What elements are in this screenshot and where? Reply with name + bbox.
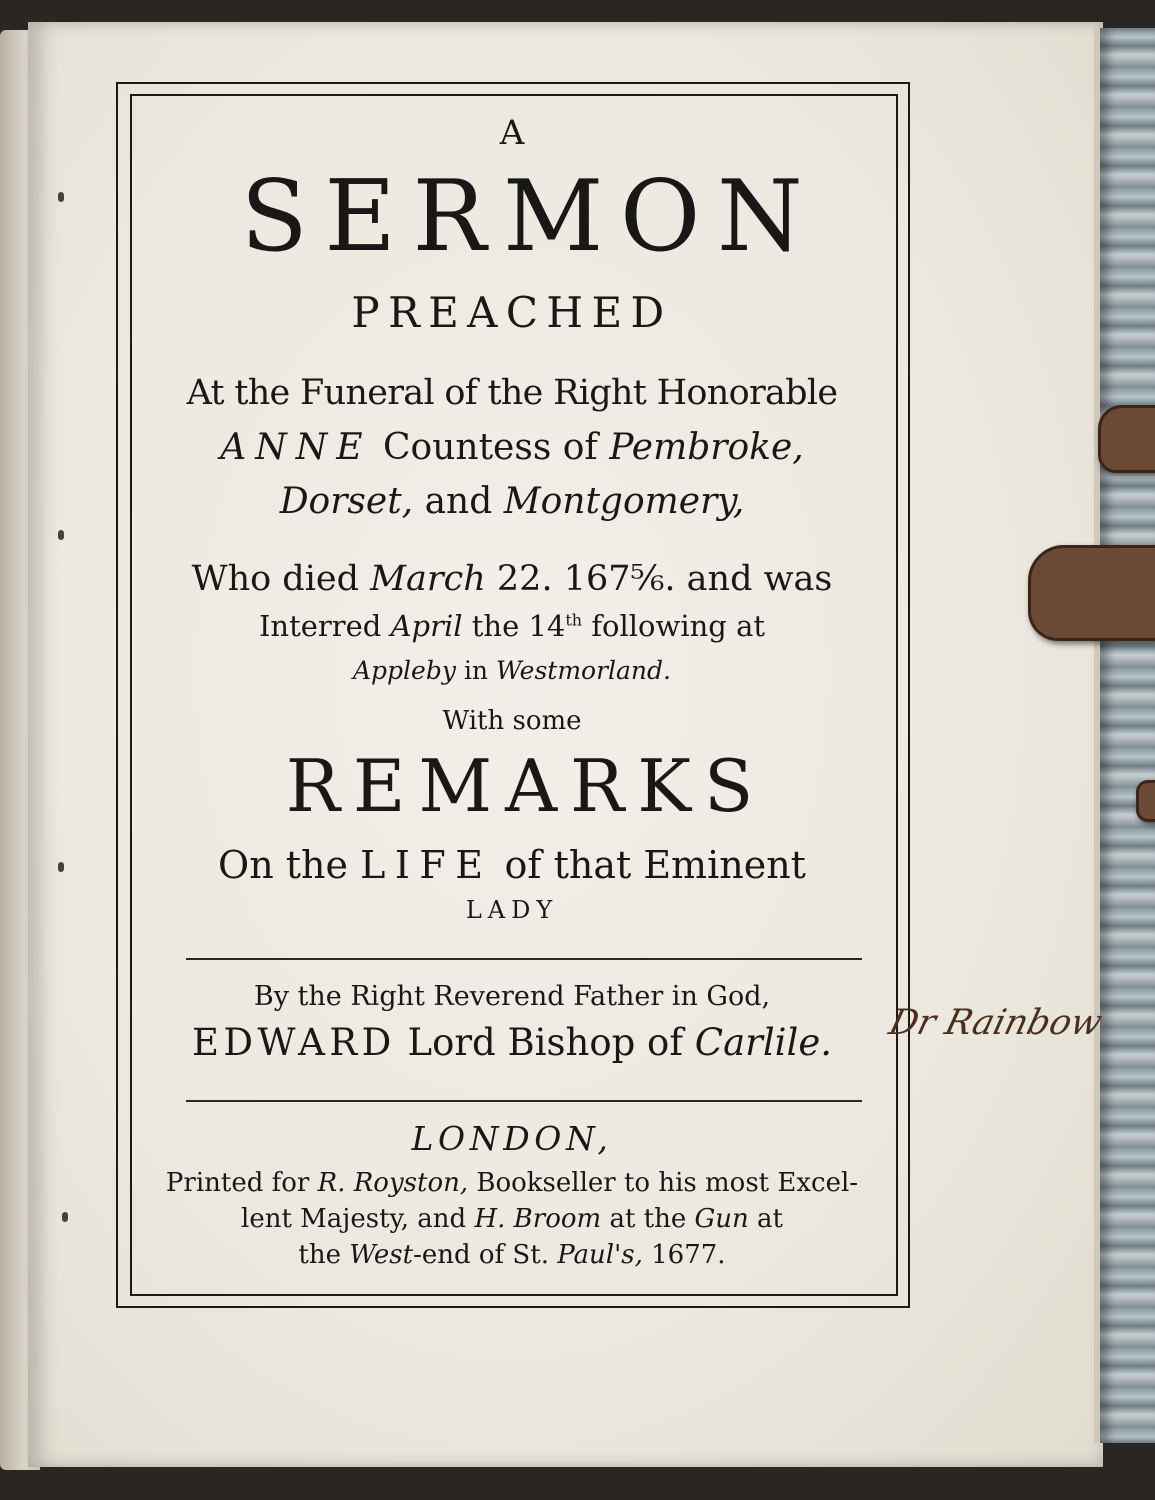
of-that-eminent: of that Eminent bbox=[504, 843, 806, 887]
title-dorset-line bbox=[130, 481, 894, 522]
place-line bbox=[130, 658, 894, 683]
author-edward: EDWARD bbox=[191, 1021, 396, 1064]
title-sermon: SERMON bbox=[240, 160, 820, 274]
imprint-city bbox=[130, 1119, 894, 1158]
interment-line bbox=[130, 609, 894, 643]
imprint-text: the bbox=[298, 1240, 342, 1270]
imprint-line-1 bbox=[130, 1170, 894, 1196]
imprint-year: 1677. bbox=[651, 1240, 726, 1270]
title-anne-line bbox=[130, 427, 894, 468]
imprint-text: lent Majesty, and bbox=[241, 1204, 467, 1234]
death-line bbox=[130, 559, 894, 599]
place-pauls: Paul's, bbox=[557, 1240, 643, 1270]
divider-rule bbox=[186, 1100, 862, 1102]
book-clasp-upper bbox=[1098, 405, 1155, 473]
imprint-line-3 bbox=[130, 1242, 894, 1268]
marbled-page-edges bbox=[1100, 28, 1155, 1443]
with-some: With some bbox=[442, 706, 582, 736]
month-april: April bbox=[390, 609, 463, 643]
binding-pin bbox=[58, 192, 64, 202]
title-preached: PREACHED bbox=[351, 288, 673, 337]
book-clasp-lower bbox=[1136, 780, 1155, 822]
printer-broom: H. Broom bbox=[474, 1204, 602, 1234]
title-funeral-line: At the Funeral of the Right Honorable bbox=[186, 373, 838, 413]
title-article: A bbox=[499, 113, 525, 153]
place-westmorland: Westmorland. bbox=[496, 656, 671, 685]
life-line bbox=[130, 843, 894, 887]
place-dorset: Dorset, bbox=[279, 481, 414, 522]
imprint-text: -end of St. bbox=[413, 1240, 549, 1270]
title-remarks: REMARKS bbox=[285, 744, 767, 828]
binding-pin bbox=[58, 530, 64, 540]
binding-pin bbox=[62, 1212, 68, 1222]
life-word: LIFE bbox=[360, 843, 493, 887]
city-london: LONDON, bbox=[411, 1119, 613, 1158]
divider-rule bbox=[186, 958, 862, 960]
printed-border-inner bbox=[130, 94, 898, 1296]
handwritten-annotation: Dr Rainbow bbox=[885, 1003, 1107, 1043]
lady-word: LADY bbox=[465, 896, 559, 924]
anne-name: ANNE bbox=[220, 427, 372, 468]
imprint-text: Printed for bbox=[165, 1168, 310, 1198]
word-in: in bbox=[463, 656, 489, 685]
binding-pin bbox=[58, 862, 64, 872]
death-date: 22. 167⁵⁄₆. and was bbox=[496, 559, 833, 599]
author-line bbox=[130, 1021, 894, 1064]
imprint-text: Bookseller to his most Excel- bbox=[476, 1168, 859, 1198]
author-title: Lord Bishop of bbox=[407, 1021, 684, 1064]
following-at: following at bbox=[591, 609, 766, 643]
imprint-line-2 bbox=[130, 1206, 894, 1232]
printer-royston: R. Royston, bbox=[317, 1168, 469, 1198]
by-line: By the Right Reverend Father in God, bbox=[253, 981, 771, 1012]
place-appleby: Appleby bbox=[353, 656, 456, 685]
who-died: Who died bbox=[191, 559, 360, 599]
place-pembroke: Pembroke, bbox=[609, 427, 804, 468]
interred-word: Interred bbox=[258, 609, 382, 643]
sign-gun: Gun bbox=[694, 1204, 749, 1234]
interment-day: the 14 bbox=[471, 609, 566, 643]
book-clasp-middle bbox=[1028, 545, 1155, 641]
see-carlile: Carlile. bbox=[694, 1021, 832, 1064]
imprint-text: at bbox=[757, 1204, 783, 1234]
place-montgomery: Montgomery, bbox=[503, 481, 745, 522]
place-west: West bbox=[349, 1240, 414, 1270]
anne-title: Countess of bbox=[382, 427, 598, 468]
on-the: On the bbox=[218, 843, 348, 887]
month-march: March bbox=[370, 559, 486, 599]
conjunction-and: and bbox=[424, 481, 493, 522]
imprint-text: at the bbox=[609, 1204, 687, 1234]
ordinal-suffix: th bbox=[565, 610, 583, 630]
